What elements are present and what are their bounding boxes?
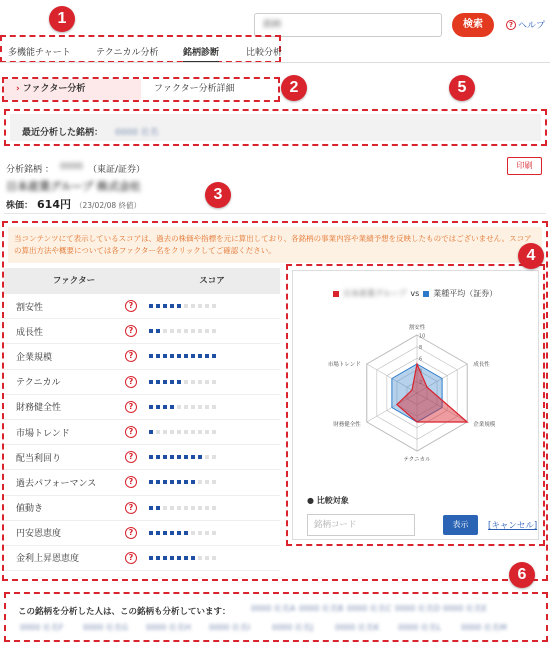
score-dot <box>170 556 174 560</box>
score-dot <box>205 556 209 560</box>
score-dot <box>163 455 167 459</box>
factor-name[interactable]: 値動き <box>16 504 44 515</box>
score-dot <box>191 354 195 358</box>
score-bar <box>149 506 216 510</box>
score-dot <box>177 531 181 535</box>
also-analyzed-link[interactable]: 0000 社名E <box>443 604 487 613</box>
score-bar <box>149 531 216 535</box>
also-analyzed-section <box>4 592 548 642</box>
score-dot <box>184 556 188 560</box>
compare-code-input[interactable] <box>307 514 415 536</box>
score-dot <box>163 354 167 358</box>
score-dot <box>177 480 181 484</box>
score-dot <box>198 329 202 333</box>
score-dot <box>156 430 160 434</box>
radar-tick-label: 10 <box>419 333 426 340</box>
score-dot <box>198 480 202 484</box>
stock-code: 0000 <box>60 162 83 172</box>
score-dot <box>149 480 153 484</box>
stock-market: （東証/証券） <box>88 165 146 175</box>
help-icon[interactable]: ? <box>125 300 137 312</box>
recent-analyzed-link[interactable]: 0000 社名 <box>115 128 159 138</box>
compare-label: ● 比較対象 <box>307 496 349 505</box>
help-label: ヘルプ <box>518 21 546 31</box>
tab-diagnosis[interactable]: 銘柄診断 <box>183 45 219 63</box>
stock-divider <box>4 213 546 214</box>
help-icon[interactable]: ? <box>125 376 137 388</box>
score-dot <box>212 531 216 535</box>
also-analyzed-link[interactable]: 0000 社名C <box>347 604 392 613</box>
score-dot <box>177 430 181 434</box>
table-row <box>4 496 280 521</box>
score-dot <box>191 455 195 459</box>
score-dot <box>170 455 174 459</box>
score-dot <box>205 405 209 409</box>
tab-multi-chart[interactable]: 多機能チャート <box>8 48 71 58</box>
radar-chart-section <box>286 264 545 546</box>
score-dot <box>198 405 202 409</box>
score-dot <box>184 354 188 358</box>
score-dot <box>212 455 216 459</box>
score-dot <box>163 506 167 510</box>
score-dot <box>149 455 153 459</box>
legend-vs: vs <box>410 289 420 298</box>
score-dot <box>149 380 153 384</box>
legend-avg-swatch <box>423 291 429 297</box>
score-bar <box>149 354 216 358</box>
factor-table <box>4 268 280 571</box>
stock-label: 分析銘柄 ： <box>6 165 54 175</box>
score-bar <box>149 455 216 459</box>
table-row <box>4 319 280 344</box>
score-dot <box>156 304 160 308</box>
score-dot <box>156 531 160 535</box>
score-dot <box>170 380 174 384</box>
score-dot <box>198 455 202 459</box>
score-dot <box>205 531 209 535</box>
legend-stock-label: 日本産業グループ <box>343 289 407 298</box>
subtab-factor-detail[interactable]: ファクター分析詳細 <box>154 84 235 94</box>
factor-name[interactable]: 割安性 <box>16 302 44 313</box>
table-body <box>4 294 280 571</box>
score-dot <box>156 405 160 409</box>
score-dot <box>184 329 188 333</box>
score-dot <box>184 480 188 484</box>
score-dot <box>184 455 188 459</box>
main-tabs <box>0 35 281 63</box>
annotation-badge-2: 2 <box>281 75 307 101</box>
factor-name[interactable]: 円安恩恵度 <box>16 529 62 540</box>
score-dot <box>163 480 167 484</box>
recent-analyzed-box <box>10 114 541 141</box>
radar-axis-label: テクニカル <box>403 457 431 463</box>
score-dot <box>170 405 174 409</box>
score-dot <box>212 405 216 409</box>
score-dot <box>198 556 202 560</box>
score-dot <box>163 556 167 560</box>
score-bar <box>149 380 216 384</box>
score-dot <box>205 506 209 510</box>
also-analyzed-link[interactable]: 0000 社名B <box>299 604 344 613</box>
annotation-badge-1: 1 <box>49 6 75 32</box>
price-row <box>6 196 141 212</box>
score-dot <box>149 531 153 535</box>
score-dot <box>163 405 167 409</box>
also-analyzed-link[interactable]: 0000 社名A <box>251 604 296 613</box>
factor-name[interactable]: 過去パフォーマンス <box>16 478 97 489</box>
score-dot <box>212 304 216 308</box>
help-icon[interactable]: ? <box>125 401 137 413</box>
score-dot <box>170 480 174 484</box>
score-dot <box>212 556 216 560</box>
recent-analyzed-section <box>4 109 547 146</box>
table-row <box>4 420 280 445</box>
score-dot <box>198 380 202 384</box>
legend-stock-swatch <box>333 291 339 297</box>
stock-name: 日本産業グループ 株式会社 <box>6 180 141 193</box>
score-dot <box>205 329 209 333</box>
annotation-badge-4: 4 <box>518 243 544 269</box>
col-factor-header: ファクター <box>52 276 96 286</box>
also-analyzed-link[interactable]: 0000 社名G <box>83 623 129 632</box>
score-dot <box>212 430 216 434</box>
score-dot <box>163 304 167 308</box>
also-analyzed-link[interactable]: 0000 社名K <box>335 623 380 632</box>
score-dot <box>177 506 181 510</box>
score-dot <box>156 455 160 459</box>
score-bar <box>149 556 216 560</box>
score-dot <box>205 480 209 484</box>
table-row <box>4 344 280 369</box>
score-dot <box>191 405 195 409</box>
tab-technical[interactable]: テクニカル分析 <box>96 48 159 58</box>
score-dot <box>149 430 153 434</box>
help-icon[interactable]: ? <box>125 552 137 564</box>
score-dot <box>149 506 153 510</box>
score-dot <box>156 506 160 510</box>
subtab-factor-label: ファクター分析 <box>22 84 86 94</box>
also-analyzed-link[interactable]: 0000 社名H <box>146 623 191 632</box>
subtab-factor-analysis[interactable] <box>4 79 141 100</box>
sub-tabs <box>2 77 280 102</box>
recent-analyzed-label: 最近分析した銘柄： <box>22 128 104 138</box>
score-bar <box>149 430 216 434</box>
score-dot <box>212 380 216 384</box>
table-row <box>4 521 280 546</box>
score-dot <box>170 430 174 434</box>
score-dot <box>156 380 160 384</box>
radar-tick-label: 2 <box>419 379 423 386</box>
price-value: 614円 <box>37 198 71 211</box>
score-dot <box>198 354 202 358</box>
annotation-badge-5: 5 <box>449 75 475 101</box>
score-dot <box>177 380 181 384</box>
chevron-right-icon: › <box>16 84 20 94</box>
factor-name[interactable]: 財務健全性 <box>16 403 62 414</box>
score-dot <box>191 480 195 484</box>
compare-placeholder: 銘柄コード <box>314 520 357 530</box>
table-row <box>4 470 280 495</box>
score-bar <box>149 329 216 333</box>
score-dot <box>191 506 195 510</box>
score-dot <box>191 556 195 560</box>
also-analyzed-link[interactable]: 0000 社名I <box>209 623 251 632</box>
help-icon[interactable]: ? <box>125 451 137 463</box>
score-dot <box>163 380 167 384</box>
tab-compare[interactable]: 比較分析 <box>246 48 283 58</box>
radar-axis-label: 財務健全性 <box>333 422 361 428</box>
radar-axis-label: 市場トレンド <box>327 362 361 368</box>
score-dot <box>149 304 153 308</box>
score-dot <box>212 354 216 358</box>
table-row <box>4 294 280 319</box>
score-dot <box>156 329 160 333</box>
also-analyzed-link[interactable]: 0000 社名D <box>395 604 441 613</box>
table-row <box>4 370 280 395</box>
score-dot <box>149 354 153 358</box>
score-dot <box>198 531 202 535</box>
score-dot <box>170 304 174 308</box>
radar-tick-label: 8 <box>419 345 423 352</box>
price-date: （23/02/08 終値） <box>74 201 142 210</box>
radar-tick-label: 4 <box>419 368 423 375</box>
score-dot <box>198 304 202 308</box>
factor-name[interactable]: 成長性 <box>16 327 44 338</box>
score-dot <box>191 380 195 384</box>
factor-name[interactable]: 企業規模 <box>16 352 53 363</box>
cancel-link[interactable]: [キャンセル] <box>488 521 538 531</box>
score-dot <box>170 329 174 333</box>
help-icon[interactable]: ? <box>125 426 137 438</box>
score-dot <box>191 304 195 308</box>
search-input[interactable] <box>254 13 442 37</box>
help-icon[interactable]: ? <box>125 527 137 539</box>
score-dot <box>212 480 216 484</box>
score-dot <box>149 405 153 409</box>
table-header <box>4 268 280 294</box>
search-button[interactable]: 検索 <box>452 13 494 37</box>
price-label: 株価： <box>6 201 34 211</box>
also-analyzed-link[interactable]: 0000 社名M <box>461 623 507 632</box>
also-analyzed-label: この銘柄を分析した人は、この銘柄も分析しています： <box>18 607 231 617</box>
help-icon[interactable]: ? <box>125 325 137 337</box>
score-dot <box>156 480 160 484</box>
score-dot <box>156 354 160 358</box>
help-icon[interactable]: ? <box>125 502 137 514</box>
also-analyzed-link[interactable]: 0000 社名F <box>20 623 64 632</box>
help-link[interactable] <box>506 18 545 31</box>
score-dot <box>184 531 188 535</box>
score-dot <box>184 506 188 510</box>
score-dot <box>184 430 188 434</box>
score-bar <box>149 304 216 308</box>
print-button[interactable]: 印刷 <box>507 157 542 175</box>
score-dot <box>177 405 181 409</box>
score-dot <box>205 430 209 434</box>
score-dot <box>191 329 195 333</box>
score-dot <box>205 304 209 308</box>
annotation-badge-6: 6 <box>509 562 535 588</box>
col-score-header: スコア <box>199 276 225 286</box>
score-dot <box>184 405 188 409</box>
legend-avg-label: 業種平均（証券） <box>433 289 498 298</box>
score-dot <box>163 430 167 434</box>
score-dot <box>191 430 195 434</box>
score-dot <box>205 354 209 358</box>
score-dot <box>149 556 153 560</box>
score-dot <box>170 506 174 510</box>
score-dot <box>156 556 160 560</box>
score-dot <box>163 329 167 333</box>
radar-axis-label: 企業規模 <box>473 422 496 428</box>
score-dot <box>184 380 188 384</box>
score-dot <box>198 430 202 434</box>
search-placeholder: 銘柄 <box>263 20 282 30</box>
score-dot <box>205 380 209 384</box>
factor-name[interactable]: 配当利回り <box>16 453 62 464</box>
score-dot <box>212 329 216 333</box>
score-dot <box>170 531 174 535</box>
table-row <box>4 395 280 420</box>
radar-box <box>292 270 539 540</box>
score-dot <box>163 531 167 535</box>
score-dot <box>170 354 174 358</box>
factor-name[interactable]: 市場トレンド <box>16 428 70 439</box>
also-analyzed-link[interactable]: 0000 社名L <box>398 623 442 632</box>
radar-axis-label: 成長性 <box>473 362 490 368</box>
factor-name[interactable]: テクニカル <box>16 378 61 389</box>
score-notice: 当コンテンツにて表示しているスコアは、過去の株価や指標を元に算出しており、各銘柄の事業内容や業績予想を反映したものではございません。スコアの算出方法や概要については各ファクター名をクリックしてご確認ください。 <box>8 227 542 263</box>
help-icon[interactable]: ? <box>125 476 137 488</box>
factor-name[interactable]: 金利上昇恩恵度 <box>16 554 80 565</box>
tabs-divider <box>0 62 550 63</box>
table-row <box>4 546 280 571</box>
help-icon: ? <box>506 20 516 30</box>
score-dot <box>177 556 181 560</box>
score-dot <box>177 304 181 308</box>
score-dot <box>198 506 202 510</box>
score-bar <box>149 480 216 484</box>
show-button[interactable]: 表示 <box>443 515 478 535</box>
radar-tick-label: 6 <box>419 356 423 363</box>
radar-chart <box>293 305 540 505</box>
score-dot <box>177 329 181 333</box>
score-dot <box>191 531 195 535</box>
annotation-badge-3: 3 <box>205 182 231 208</box>
radar-axis-label: 割安性 <box>408 325 426 331</box>
score-dot <box>205 455 209 459</box>
score-dot <box>184 304 188 308</box>
score-dot <box>212 506 216 510</box>
score-dot <box>149 329 153 333</box>
score-dot <box>177 455 181 459</box>
help-icon[interactable]: ? <box>125 350 137 362</box>
table-row <box>4 445 280 470</box>
also-analyzed-link[interactable]: 0000 社名J <box>272 623 314 632</box>
score-bar <box>149 405 216 409</box>
score-dot <box>177 354 181 358</box>
radar-legend <box>333 288 497 299</box>
